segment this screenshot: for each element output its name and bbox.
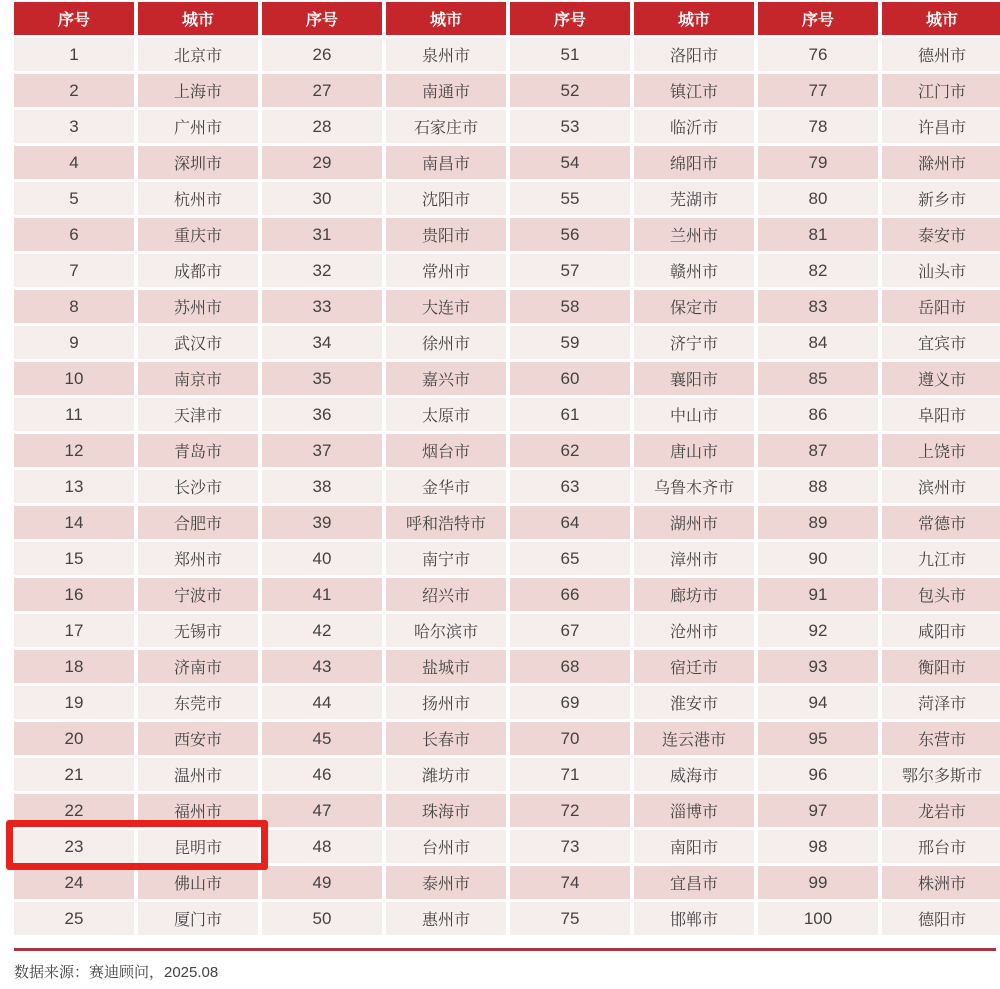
rank-cell: 84 [758, 326, 878, 359]
rank-cell: 15 [14, 542, 134, 575]
city-cell: 上饶市 [882, 434, 1000, 467]
rank-cell: 98 [758, 830, 878, 863]
rank-cell: 59 [510, 326, 630, 359]
rank-cell: 20 [14, 722, 134, 755]
rank-cell: 11 [14, 398, 134, 431]
city-cell: 宁波市 [138, 578, 258, 611]
rank-cell: 35 [262, 362, 382, 395]
city-cell: 昆明市 [138, 830, 258, 863]
rank-cell: 16 [14, 578, 134, 611]
table-row [14, 218, 1000, 251]
rank-cell: 66 [510, 578, 630, 611]
city-cell: 唐山市 [634, 434, 754, 467]
city-cell: 苏州市 [138, 290, 258, 323]
city-cell: 常德市 [882, 506, 1000, 539]
rank-cell: 92 [758, 614, 878, 647]
city-cell: 遵义市 [882, 362, 1000, 395]
city-cell: 郑州市 [138, 542, 258, 575]
rank-cell: 75 [510, 902, 630, 935]
city-cell: 泰州市 [386, 866, 506, 899]
city-cell: 邢台市 [882, 830, 1000, 863]
city-cell: 中山市 [634, 398, 754, 431]
city-cell: 台州市 [386, 830, 506, 863]
city-cell: 汕头市 [882, 254, 1000, 287]
table-row [14, 614, 1000, 647]
city-cell: 包头市 [882, 578, 1000, 611]
rank-cell: 32 [262, 254, 382, 287]
city-cell: 德阳市 [882, 902, 1000, 935]
city-cell: 惠州市 [386, 902, 506, 935]
rank-cell: 81 [758, 218, 878, 251]
table-row [14, 650, 1000, 683]
rank-cell: 22 [14, 794, 134, 827]
rank-cell: 19 [14, 686, 134, 719]
city-cell: 襄阳市 [634, 362, 754, 395]
rank-cell: 48 [262, 830, 382, 863]
city-cell: 泰安市 [882, 218, 1000, 251]
city-cell: 南京市 [138, 362, 258, 395]
city-cell: 新乡市 [882, 182, 1000, 215]
rank-cell: 49 [262, 866, 382, 899]
rank-cell: 43 [262, 650, 382, 683]
rank-cell: 69 [510, 686, 630, 719]
city-cell: 九江市 [882, 542, 1000, 575]
table-row [14, 866, 1000, 899]
rank-cell: 96 [758, 758, 878, 791]
city-cell: 长春市 [386, 722, 506, 755]
rank-cell: 7 [14, 254, 134, 287]
city-cell: 南昌市 [386, 146, 506, 179]
rank-cell: 68 [510, 650, 630, 683]
rank-cell: 89 [758, 506, 878, 539]
rank-cell: 9 [14, 326, 134, 359]
rank-cell: 26 [262, 38, 382, 71]
rank-cell: 6 [14, 218, 134, 251]
rank-cell: 24 [14, 866, 134, 899]
city-cell: 沈阳市 [386, 182, 506, 215]
city-cell: 成都市 [138, 254, 258, 287]
rank-cell: 1 [14, 38, 134, 71]
city-cell: 岳阳市 [882, 290, 1000, 323]
table-row [14, 830, 1000, 863]
city-cell: 深圳市 [138, 146, 258, 179]
city-cell: 衡阳市 [882, 650, 1000, 683]
city-cell: 青岛市 [138, 434, 258, 467]
city-cell: 广州市 [138, 110, 258, 143]
rank-cell: 94 [758, 686, 878, 719]
city-cell: 佛山市 [138, 866, 258, 899]
footer-divider-line [14, 948, 996, 951]
rank-cell: 28 [262, 110, 382, 143]
city-cell: 扬州市 [386, 686, 506, 719]
rank-cell: 10 [14, 362, 134, 395]
data-source-text: 数据来源：赛迪顾问，2025.08 [14, 964, 219, 981]
table-row [14, 470, 1000, 503]
header-cell-rank: 序号 [758, 2, 878, 35]
table-row [14, 686, 1000, 719]
rank-cell: 56 [510, 218, 630, 251]
table-row [14, 326, 1000, 359]
city-cell: 济南市 [138, 650, 258, 683]
rank-cell: 58 [510, 290, 630, 323]
rank-cell: 33 [262, 290, 382, 323]
header-cell-rank: 序号 [510, 2, 630, 35]
header-cell-city: 城市 [882, 2, 1000, 35]
city-cell: 珠海市 [386, 794, 506, 827]
table-row [14, 38, 1000, 71]
table-row [14, 578, 1000, 611]
city-cell: 乌鲁木齐市 [634, 470, 754, 503]
city-cell: 鄂尔多斯市 [882, 758, 1000, 791]
header-cell-city: 城市 [386, 2, 506, 35]
rank-cell: 80 [758, 182, 878, 215]
city-cell: 大连市 [386, 290, 506, 323]
city-cell: 菏泽市 [882, 686, 1000, 719]
city-cell: 厦门市 [138, 902, 258, 935]
table-row [14, 506, 1000, 539]
rank-cell: 39 [262, 506, 382, 539]
table-row [14, 794, 1000, 827]
table-row [14, 398, 1000, 431]
city-cell: 湖州市 [634, 506, 754, 539]
rank-cell: 87 [758, 434, 878, 467]
city-table-body [14, 38, 1000, 935]
rank-cell: 47 [262, 794, 382, 827]
rank-cell: 67 [510, 614, 630, 647]
rank-cell: 53 [510, 110, 630, 143]
city-cell: 南宁市 [386, 542, 506, 575]
rank-cell: 57 [510, 254, 630, 287]
rank-cell: 17 [14, 614, 134, 647]
table-row [14, 362, 1000, 395]
rank-cell: 46 [262, 758, 382, 791]
city-cell: 芜湖市 [634, 182, 754, 215]
rank-cell: 38 [262, 470, 382, 503]
city-cell: 德州市 [882, 38, 1000, 71]
city-cell: 徐州市 [386, 326, 506, 359]
rank-cell: 8 [14, 290, 134, 323]
city-cell: 呼和浩特市 [386, 506, 506, 539]
table-row [14, 902, 1000, 935]
header-cell-city: 城市 [634, 2, 754, 35]
header-cell-rank: 序号 [262, 2, 382, 35]
rank-cell: 93 [758, 650, 878, 683]
rank-cell: 85 [758, 362, 878, 395]
rank-cell: 71 [510, 758, 630, 791]
rank-cell: 45 [262, 722, 382, 755]
city-cell: 西安市 [138, 722, 258, 755]
city-cell: 温州市 [138, 758, 258, 791]
rank-cell: 86 [758, 398, 878, 431]
table-row [14, 254, 1000, 287]
city-cell: 南通市 [386, 74, 506, 107]
rank-cell: 76 [758, 38, 878, 71]
rank-cell: 74 [510, 866, 630, 899]
rank-cell: 13 [14, 470, 134, 503]
city-cell: 福州市 [138, 794, 258, 827]
rank-cell: 30 [262, 182, 382, 215]
city-cell: 济宁市 [634, 326, 754, 359]
rank-cell: 27 [262, 74, 382, 107]
city-cell: 宜宾市 [882, 326, 1000, 359]
rank-cell: 97 [758, 794, 878, 827]
rank-cell: 23 [14, 830, 134, 863]
rank-cell: 79 [758, 146, 878, 179]
rank-cell: 29 [262, 146, 382, 179]
table-row [14, 146, 1000, 179]
rank-cell: 90 [758, 542, 878, 575]
city-cell: 滨州市 [882, 470, 1000, 503]
rank-cell: 25 [14, 902, 134, 935]
rank-cell: 52 [510, 74, 630, 107]
city-cell: 兰州市 [634, 218, 754, 251]
table-row [14, 182, 1000, 215]
city-cell: 武汉市 [138, 326, 258, 359]
city-cell: 泉州市 [386, 38, 506, 71]
rank-cell: 88 [758, 470, 878, 503]
rank-cell: 70 [510, 722, 630, 755]
city-cell: 赣州市 [634, 254, 754, 287]
city-cell: 滁州市 [882, 146, 1000, 179]
city-cell: 邯郸市 [634, 902, 754, 935]
rank-cell: 37 [262, 434, 382, 467]
rank-cell: 2 [14, 74, 134, 107]
table-row [14, 758, 1000, 791]
rank-cell: 62 [510, 434, 630, 467]
rank-cell: 51 [510, 38, 630, 71]
city-cell: 金华市 [386, 470, 506, 503]
table-row [14, 434, 1000, 467]
city-cell: 绍兴市 [386, 578, 506, 611]
rank-cell: 31 [262, 218, 382, 251]
rank-cell: 78 [758, 110, 878, 143]
city-cell: 北京市 [138, 38, 258, 71]
rank-cell: 73 [510, 830, 630, 863]
city-cell: 株洲市 [882, 866, 1000, 899]
city-cell: 临沂市 [634, 110, 754, 143]
city-cell: 天津市 [138, 398, 258, 431]
rank-cell: 100 [758, 902, 878, 935]
rank-cell: 3 [14, 110, 134, 143]
rank-cell: 99 [758, 866, 878, 899]
city-cell: 太原市 [386, 398, 506, 431]
rank-cell: 34 [262, 326, 382, 359]
city-cell: 沧州市 [634, 614, 754, 647]
city-cell: 淄博市 [634, 794, 754, 827]
table-row [14, 290, 1000, 323]
rank-cell: 40 [262, 542, 382, 575]
rank-cell: 63 [510, 470, 630, 503]
city-cell: 贵阳市 [386, 218, 506, 251]
city-cell: 东莞市 [138, 686, 258, 719]
rank-cell: 72 [510, 794, 630, 827]
city-cell: 咸阳市 [882, 614, 1000, 647]
city-cell: 长沙市 [138, 470, 258, 503]
city-cell: 潍坊市 [386, 758, 506, 791]
city-cell: 漳州市 [634, 542, 754, 575]
rank-cell: 82 [758, 254, 878, 287]
rank-cell: 4 [14, 146, 134, 179]
rank-cell: 21 [14, 758, 134, 791]
rank-cell: 5 [14, 182, 134, 215]
city-cell: 哈尔滨市 [386, 614, 506, 647]
rank-cell: 54 [510, 146, 630, 179]
city-cell: 淮安市 [634, 686, 754, 719]
city-cell: 绵阳市 [634, 146, 754, 179]
rank-cell: 91 [758, 578, 878, 611]
city-cell: 宿迁市 [634, 650, 754, 683]
rank-cell: 41 [262, 578, 382, 611]
city-cell: 廊坊市 [634, 578, 754, 611]
rank-cell: 65 [510, 542, 630, 575]
city-cell: 阜阳市 [882, 398, 1000, 431]
city-cell: 合肥市 [138, 506, 258, 539]
city-cell: 江门市 [882, 74, 1000, 107]
rank-cell: 36 [262, 398, 382, 431]
city-cell: 杭州市 [138, 182, 258, 215]
city-cell: 宜昌市 [634, 866, 754, 899]
table-header-row [14, 2, 1000, 35]
rank-cell: 55 [510, 182, 630, 215]
table-row [14, 542, 1000, 575]
city-cell: 重庆市 [138, 218, 258, 251]
table-row [14, 110, 1000, 143]
rank-cell: 60 [510, 362, 630, 395]
city-cell: 洛阳市 [634, 38, 754, 71]
city-cell: 盐城市 [386, 650, 506, 683]
rank-cell: 42 [262, 614, 382, 647]
rank-cell: 44 [262, 686, 382, 719]
city-cell: 许昌市 [882, 110, 1000, 143]
rank-cell: 77 [758, 74, 878, 107]
city-cell: 保定市 [634, 290, 754, 323]
rank-cell: 14 [14, 506, 134, 539]
city-cell: 龙岩市 [882, 794, 1000, 827]
rank-cell: 64 [510, 506, 630, 539]
table-row [14, 74, 1000, 107]
city-cell: 烟台市 [386, 434, 506, 467]
city-cell: 东营市 [882, 722, 1000, 755]
city-cell: 镇江市 [634, 74, 754, 107]
city-cell: 威海市 [634, 758, 754, 791]
rank-cell: 50 [262, 902, 382, 935]
header-cell-city: 城市 [138, 2, 258, 35]
rank-cell: 95 [758, 722, 878, 755]
rank-cell: 18 [14, 650, 134, 683]
city-cell: 嘉兴市 [386, 362, 506, 395]
city-cell: 上海市 [138, 74, 258, 107]
table-row [14, 722, 1000, 755]
rank-cell: 61 [510, 398, 630, 431]
rank-cell: 83 [758, 290, 878, 323]
city-cell: 常州市 [386, 254, 506, 287]
city-cell: 连云港市 [634, 722, 754, 755]
rank-cell: 12 [14, 434, 134, 467]
city-cell: 南阳市 [634, 830, 754, 863]
header-cell-rank: 序号 [14, 2, 134, 35]
city-cell: 无锡市 [138, 614, 258, 647]
city-cell: 石家庄市 [386, 110, 506, 143]
